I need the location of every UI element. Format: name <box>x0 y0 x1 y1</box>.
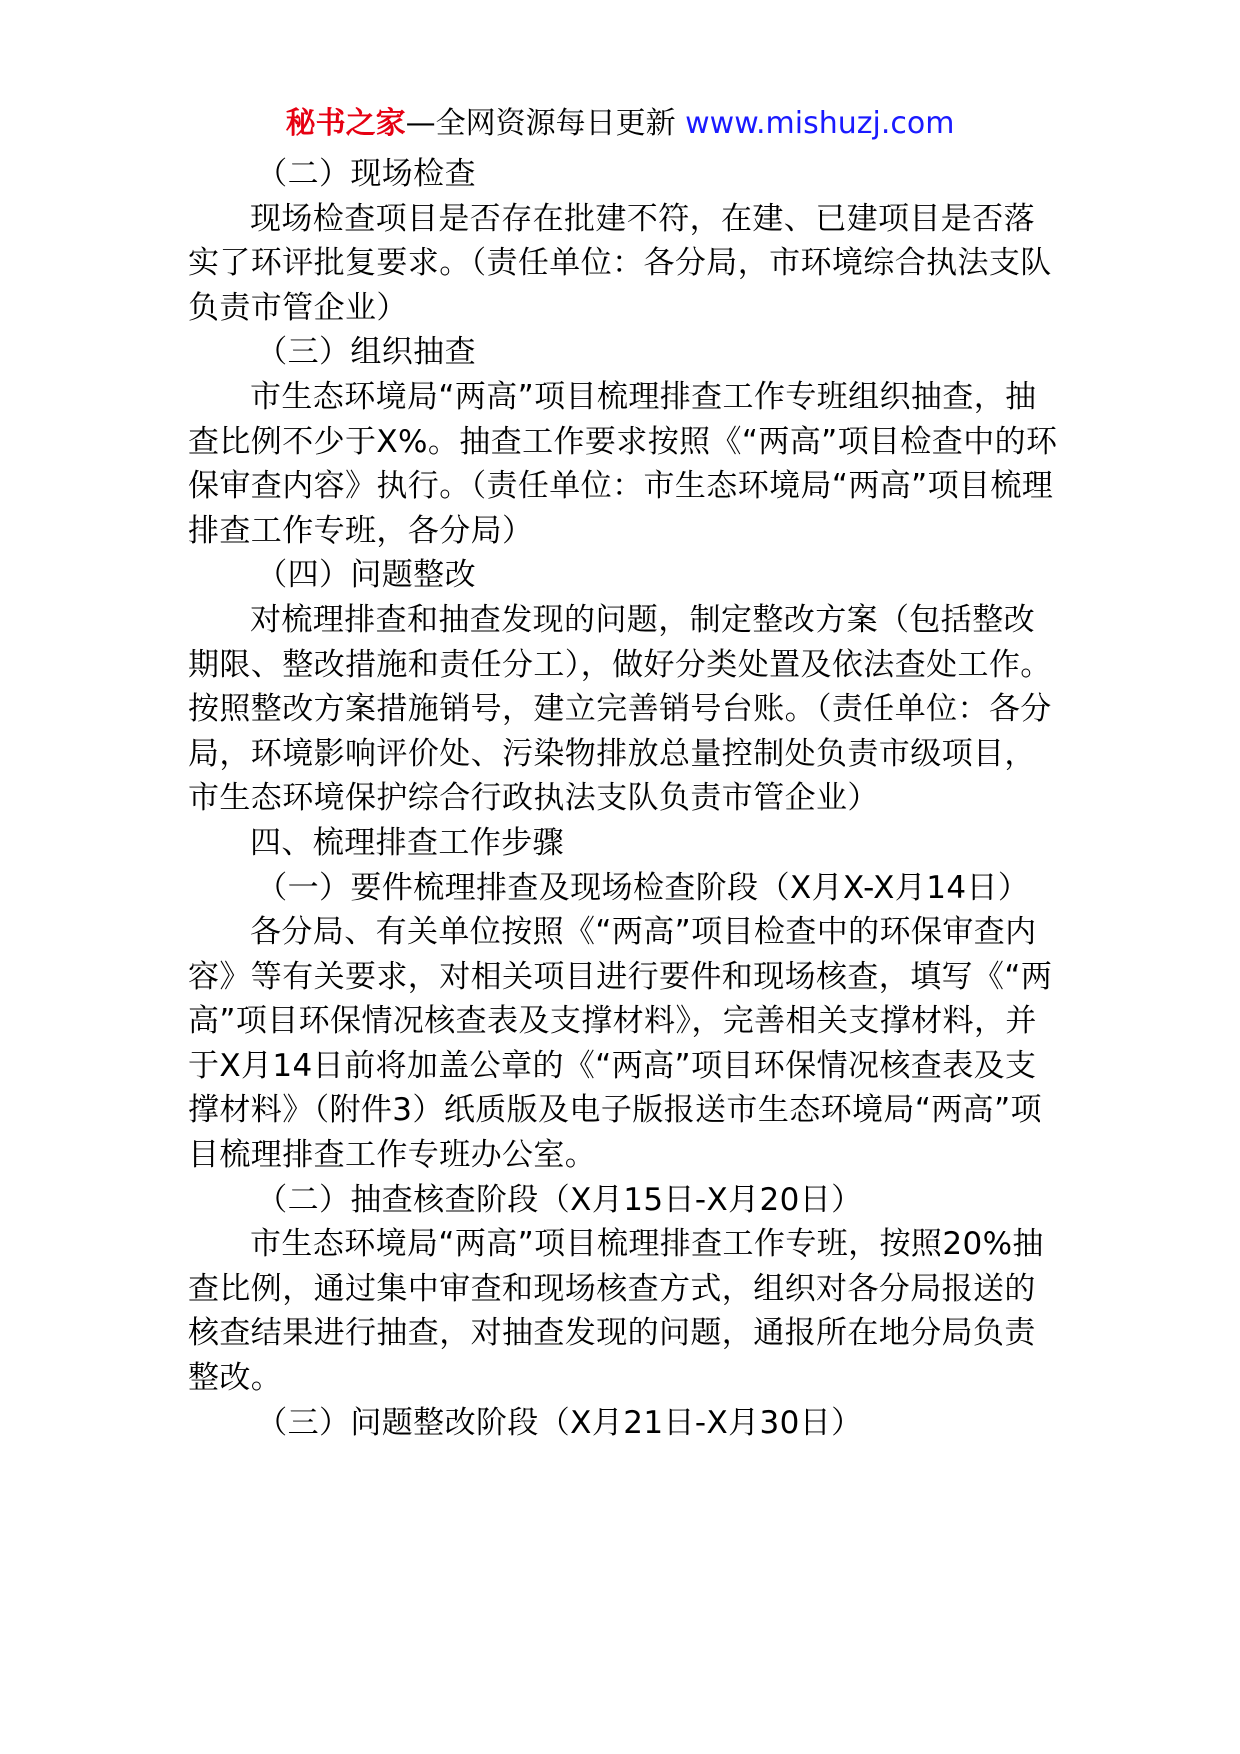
section-heading-work-steps: 四、梳理排查工作步骤 <box>250 824 564 861</box>
paragraph-site-inspection: 现场检查项目是否存在批建不符，在建、已建项目是否落实了环评批复要求。（责任单位：各分局，市环境综合执法支队负责市管企业） <box>188 200 1052 326</box>
header-brand: 秘书之家 <box>285 106 406 141</box>
section-heading-site-inspection: （二）现场检查 <box>256 156 476 192</box>
section-heading-phase-1: （一）要件梳理排查及现场检查阶段（X月X-X月14日） <box>256 869 1030 906</box>
watermark-header <box>0 102 1240 146</box>
header-slogan: —全网资源每日更新 <box>405 106 686 141</box>
document-body <box>188 152 1060 1445</box>
paragraph-spot-check: 市生态环境局“两高”项目梳理排查工作专班组织抽查，抽查比例不少于X%。抽查工作要求按照《“两高”项目检查中的环保审查内容》执行。（责任单位：市生态环境局“两高”项目梳理排查工作专班，各分局） <box>188 378 1058 549</box>
paragraph-rectification: 对梳理排查和抽查发现的问题，制定整改方案（包括整改期限、整改措施和责任分工），做好分类处置及依法查处工作。按照整改方案措施销号，建立完善销号台账。（责任单位：各分局，环境影响评价处、污染物排放总量控制处负责市级项目，市生态环境保护综合行政执法支队负责市管企业） <box>188 601 1052 817</box>
paragraph-phase-1: 各分局、有关单位按照《“两高”项目检查中的环保审查内容》等有关要求，对相关项目进行要件和现场核查，填写《“两高”项目环保情况核查表及支撑材料》，完善相关支撑材料，并于X月14日前将加盖公章的《“两高”项目环保情况核查表及支撑材料》（附件3）纸质版及电子版报送市生态环境局“两高”项目梳理排查工作专班办公室。 <box>188 914 1053 1174</box>
section-heading-rectification: （四）问题整改 <box>256 557 476 594</box>
header-url-link[interactable]: www.mishuzj.com <box>685 106 955 141</box>
section-heading-phase-2: （二）抽查核查阶段（X月15日-X月20日） <box>256 1181 863 1218</box>
section-heading-spot-check: （三）组织抽查 <box>256 334 476 371</box>
section-heading-phase-3: （三）问题整改阶段（X月21日-X月30日） <box>256 1404 863 1441</box>
paragraph-phase-2: 市生态环境局“两高”项目梳理排查工作专班，按照20%抽查比例，通过集中审查和现场核查方式，组织对各分局报送的核查结果进行抽查，对抽查发现的问题，通报所在地分局负责整改。 <box>188 1226 1044 1397</box>
